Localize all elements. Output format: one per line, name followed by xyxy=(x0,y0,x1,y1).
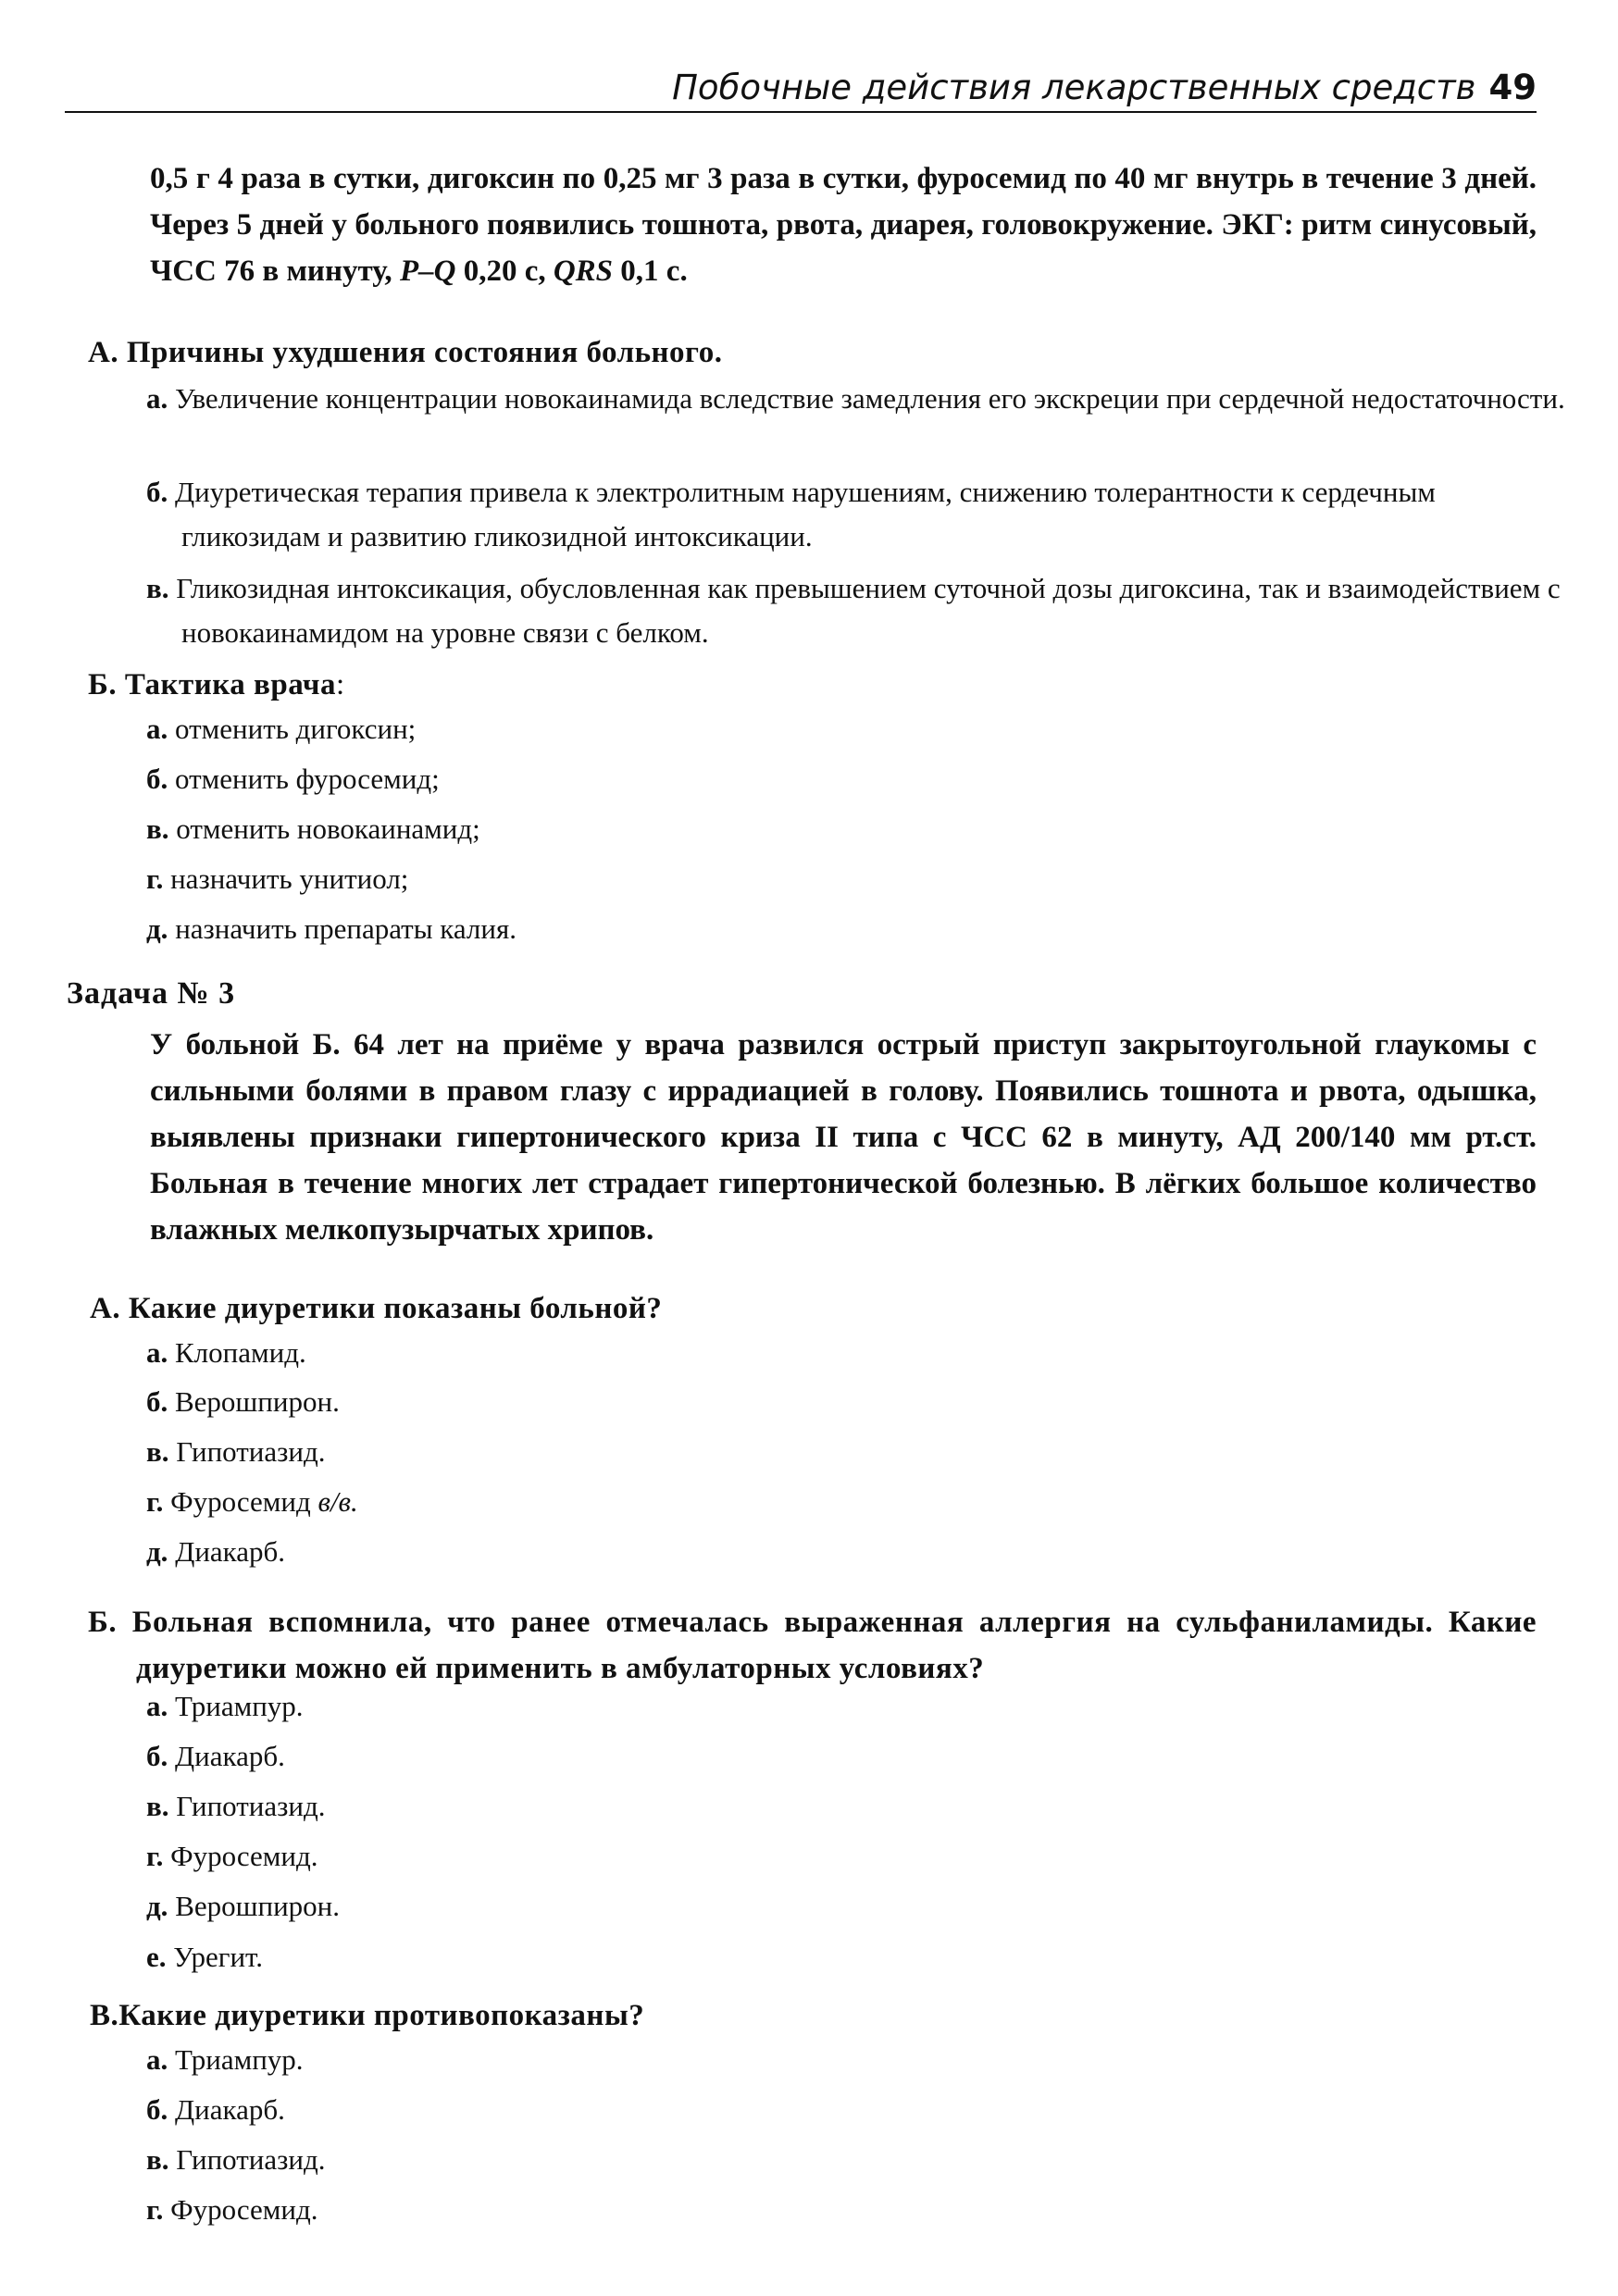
answer-item: в. отменить новокаинамид; xyxy=(146,813,480,845)
answer-item: а. Триампур. xyxy=(146,2043,304,2076)
answer-item: б. Диуретическая терапия привела к электролитным нарушениям, снижению толерантности к сердечным гликозидам и развитию гликозидной интоксикации. xyxy=(146,476,1436,552)
task-3-title: Задача № 3 xyxy=(67,976,236,1011)
question-marker: А. xyxy=(88,336,119,369)
answer-item: д. Верошпирон. xyxy=(146,1890,341,1922)
question-text: Тактика врача xyxy=(124,668,336,701)
running-header xyxy=(65,65,1537,113)
answer-item: г. Фуросемид. xyxy=(146,1840,318,1872)
question-marker: А. xyxy=(90,1292,121,1325)
answer-item: в. Гипотиазид. xyxy=(146,1790,326,1822)
task3-question-a xyxy=(90,1292,1534,1326)
answer-item: в. Гипотиазид. xyxy=(146,2143,326,2176)
pq-label: P–Q xyxy=(399,254,456,288)
task3-question-b xyxy=(88,1599,1537,1692)
answer-item: б. Диакарб. xyxy=(146,2093,285,2126)
answer-item: г. Фуросемид в/в. xyxy=(146,1485,358,1518)
answer-item: а. Триампур. xyxy=(146,1690,304,1722)
question-text: Какие диуретики показаны больной? xyxy=(128,1292,663,1325)
answer-item: а. отменить дигоксин; xyxy=(146,713,417,745)
page-number: 49 xyxy=(1488,68,1537,107)
question-marker: Б. xyxy=(88,668,118,701)
answer-item: б. Верошпирон. xyxy=(146,1385,340,1418)
answer-item: б. Диакарб. xyxy=(146,1740,285,1772)
question-text: Больная вспомнила, что ранее отмечалась выраженная аллергия на сульфаниламиды. Какие диуретики можно ей применить в амбулаторных условиях? xyxy=(131,1606,1537,1685)
answer-item: д. назначить препараты калия. xyxy=(146,912,517,945)
question-text: Причины ухудшения состояния больного. xyxy=(126,336,723,369)
question-text: Какие диуретики противопоказаны? xyxy=(118,1999,645,2032)
intro-paragraph: 0,5 г 4 раза в сутки, дигоксин по 0,25 мг 3 раза в сутки, фуросемид по 40 мг внутрь в течение 3 дней. Через 5 дней у больного появились тошнота, рвота, диарея, головокружение. ЭКГ: ритм синусовый, ЧСС 76 в минуту, P–Q 0,20 с, QRS 0,1 с. xyxy=(150,162,1537,288)
answer-item: г. назначить унитиол; xyxy=(146,863,409,895)
question-marker: В. xyxy=(90,1999,119,2032)
answer-item: е. Урегит. xyxy=(146,1941,264,1973)
answer-item: б. отменить фуросемид; xyxy=(146,763,440,795)
answer-item: а. Клопамид. xyxy=(146,1336,306,1369)
task2-question-b: Б. Тактика врача: xyxy=(88,668,345,701)
answer-item: а. Увеличение концентрации новокаинамида вследствие замедления его экскреции при сердечной недостаточности. xyxy=(146,382,1565,415)
question-marker: Б. xyxy=(88,1606,118,1639)
answer-item: д. Диакарб. xyxy=(146,1535,286,1568)
task-3-body: У больной Б. 64 лет на приёме у врача развился острый приступ закрытоугольной глаукомы с сильными болями в правом глазу с иррадиацией в голову. Появились тошнота и рвота, одышка, выявлены признаки гипертонического криза II типа с ЧСС 62 в минуту, АД 200/140 мм рт.ст. Больная в течение многих лет страдает гипертонической болезнью. В лёгких большое количество влажных мелкопузырчатых хрипов. xyxy=(150,1028,1537,1247)
answer-item: в. Гипотиазид. xyxy=(146,1435,326,1468)
task2-question-a xyxy=(88,336,1532,370)
answer-item: в. Гликозидная интоксикация, обусловленная как превышением суточной дозы дигоксина, так и взаимодействием с новокаинамидом на уровне связи с белком. xyxy=(146,572,1561,649)
running-title: Побочные действия лекарственных средств xyxy=(672,68,1476,107)
qrs-label: QRS xyxy=(553,254,614,288)
task3-question-c xyxy=(90,1999,1534,2033)
answer-item: г. Фуросемид. xyxy=(146,2193,318,2226)
